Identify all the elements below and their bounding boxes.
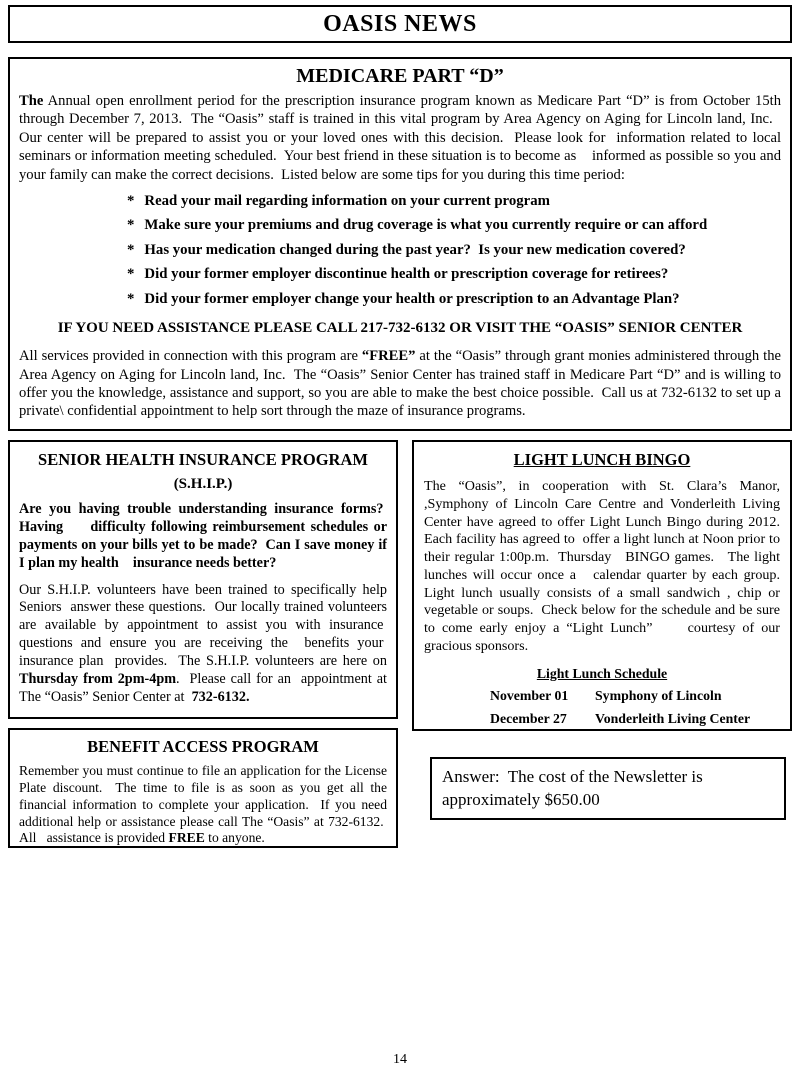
ship-hours-emphasis: Thursday from 2pm-4pm xyxy=(19,671,177,688)
light-lunch-schedule-title: Light Lunch Schedule xyxy=(536,665,668,681)
page-title: OASIS NEWS xyxy=(323,10,477,37)
light-lunch-title: LIGHT LUNCH BINGO xyxy=(513,450,691,469)
benefit-title: BENEFIT ACCESS PROGRAM xyxy=(87,737,319,756)
medicare-closing-post: at the “Oasis” through grant monies administered through the Area Agency on Aging for Lincoln land, Inc. The “Oasis” Senior Center has trained staff in Medicare Part “D” and is willing to offer you the knowledge, assistance and support, so you are able to make the best choice possible. Call us at 732-6132 to set up a private\ confidential appointment to help sort through the maze of insurance programs. xyxy=(19,348,781,420)
medicare-closing xyxy=(19,347,781,421)
light-lunch-body: The “Oasis”, in cooperation with St. Clara’s Manor, ,Symphony of Lincoln Care Centre and Vonderleith Living Center have agreed to offer Light Lunch Bingo during 2012. Each facility has agreed to offer a light lunch at Noon prior to their regular 1:00p.m. Thursday BINGO games. The light lunches will occur once a calendar quarter by each group. Light lunch usually consists of a small sandwich , chip or vegetable or soups. Check below for the schedule and be sure to come early enjoy a “Light Lunch” courtesy of our gracious sponsors. xyxy=(424,478,780,654)
medicare-free-emphasis: “FREE” xyxy=(361,348,416,365)
schedule-row xyxy=(490,711,780,727)
medicare-tip-text: Did your former employer change your health or prescription to an Advantage Plan? xyxy=(144,290,680,307)
medicare-tip xyxy=(127,290,781,308)
benefit-free-emphasis: FREE xyxy=(168,830,205,846)
schedule-event: Vonderleith Living Center xyxy=(595,710,751,726)
ship-phone-emphasis: 732-6132. xyxy=(191,688,250,705)
ship-body-mid: . Please call for an appointment at The “Oasis” Senior Center at xyxy=(19,671,387,705)
answer-box xyxy=(430,757,786,820)
medicare-tips-list xyxy=(127,192,781,308)
bullet-marker: * xyxy=(127,290,135,307)
light-lunch-section xyxy=(412,440,792,731)
page-number: 14 xyxy=(393,1052,407,1067)
bullet-marker: * xyxy=(127,241,135,258)
medicare-closing-pre: All services provided in connection with this program are xyxy=(19,348,362,365)
answer-text: Answer: The cost of the Newsletter is approximately $650.00 xyxy=(442,767,703,809)
bullet-marker: * xyxy=(127,192,135,209)
benefit-section xyxy=(8,728,398,848)
ship-body-pre: Our S.H.I.P. volunteers have been trained to specifically help Seniors answer these questions. Our locally trained volunteers are available by appointment to assist you with insurance questions and ensure you are receiving the benefits your insurance plan provides. The S.H.I.P. volunteers are here on xyxy=(19,581,387,670)
schedule-date: November 01 xyxy=(490,687,569,703)
medicare-intro xyxy=(19,92,781,184)
medicare-assistance-line: IF YOU NEED ASSISTANCE PLEASE CALL 217-732-6132 OR VISIT THE “OASIS” SENIOR CENTER xyxy=(57,320,743,337)
ship-body xyxy=(19,582,387,707)
medicare-tip-text: Did your former employer discontinue health or prescription coverage for retirees? xyxy=(144,266,669,283)
medicare-tip xyxy=(127,216,781,234)
medicare-tip-text: Make sure your premiums and drug coverage is what you currently require or can afford xyxy=(144,217,708,234)
medicare-section xyxy=(8,57,792,431)
medicare-title: MEDICARE PART “D” xyxy=(296,65,504,87)
bullet-marker: * xyxy=(127,266,135,283)
medicare-intro-text: Annual open enrollment period for the prescription insurance program known as Medicare Part “D” is from October 15th through December 7, 2013. The “Oasis” staff is trained in this vital program by Area Agency on Aging for Lincoln land, Inc. Our center will be prepared to assist you or your loved ones with this decision. Please look for information related to local seminars or information meeting scheduled. Your best friend in these situation is to become as informed as possible so you and your family can make the correct decisions. Listed below are some tips for you during this time period: xyxy=(19,93,781,183)
medicare-tip xyxy=(127,265,781,283)
ship-section xyxy=(8,440,398,719)
ship-subtitle: (S.H.I.P.) xyxy=(173,476,233,492)
header-box xyxy=(8,5,792,43)
schedule-date: December 27 xyxy=(490,710,567,726)
medicare-tip xyxy=(127,192,781,210)
ship-question: Are you having trouble understanding insurance forms? Having difficulty following reimbursement schedules or payments on your bills yet to be made? Can I save money if I plan my health insurance needs better? xyxy=(19,501,387,571)
ship-title: SENIOR HEALTH INSURANCE PROGRAM xyxy=(38,450,368,469)
medicare-intro-lead: The xyxy=(19,93,44,109)
benefit-body-pre: Remember you must continue to file an application for the License Plate discount. The time to file is as soon as you get all the financial information to complete your application. If you need additional help or assistance please call The “Oasis” at 732-6132. All assistance is provided xyxy=(19,763,387,846)
medicare-tip-text: Read your mail regarding information on your current program xyxy=(144,192,550,209)
benefit-body xyxy=(19,763,387,847)
bullet-marker: * xyxy=(127,217,135,234)
medicare-tip-text: Has your medication changed during the past year? Is your new medication covered? xyxy=(144,241,686,258)
medicare-tip xyxy=(127,241,781,259)
schedule-event: Symphony of Lincoln xyxy=(595,687,722,703)
benefit-body-post: to anyone. xyxy=(204,830,265,846)
schedule-row xyxy=(490,688,780,704)
